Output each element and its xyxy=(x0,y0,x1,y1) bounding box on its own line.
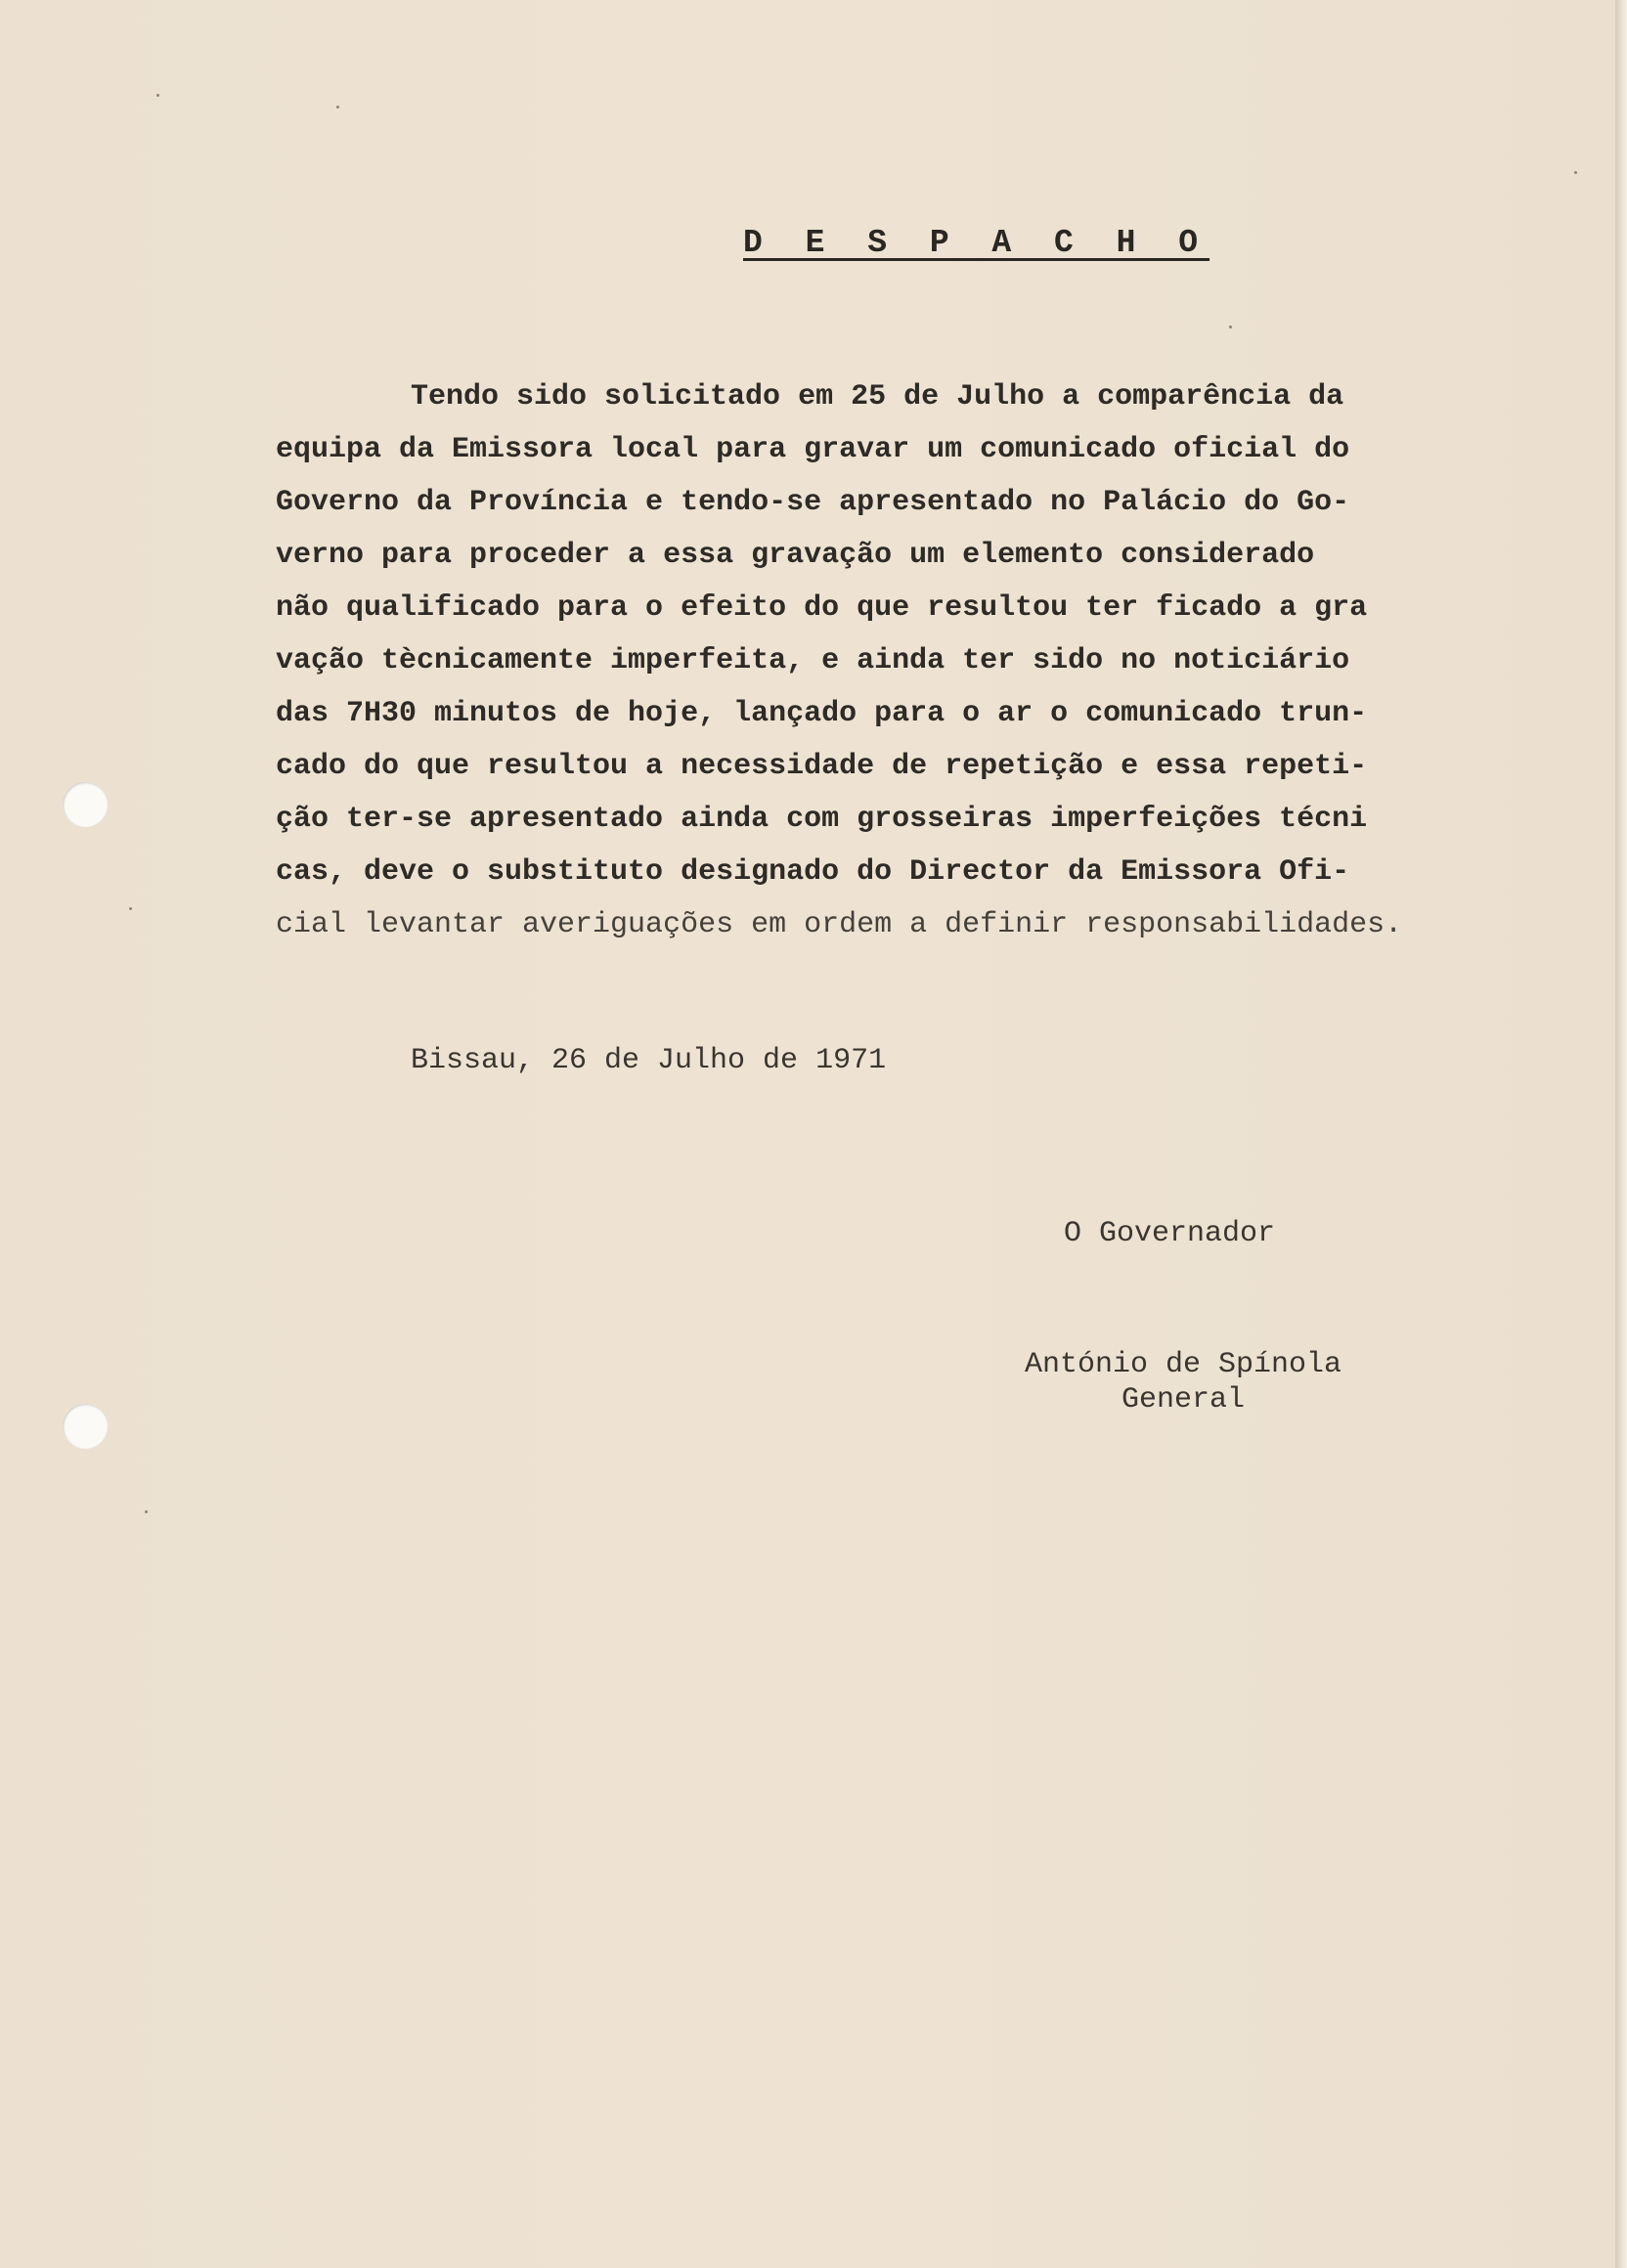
paper-speck xyxy=(129,907,132,910)
signatory-name: António de Spínola xyxy=(1024,1348,1342,1381)
paper-speck xyxy=(156,94,159,97)
paper-speck xyxy=(1574,171,1577,174)
body-line: das 7H30 minutos de hoje, lançado para o ar o comunicado trun- xyxy=(276,697,1368,730)
body-line: Governo da Província e tendo-se apresentado no Palácio do Go- xyxy=(276,486,1350,519)
signatory-title: O Governador xyxy=(1064,1217,1276,1250)
body-line: cado do que resultou a necessidade de repetição e essa repeti- xyxy=(276,750,1368,783)
document-title: D E S P A C H O xyxy=(743,225,1210,261)
signatory-rank: General xyxy=(1121,1383,1246,1417)
body-line: ção ter-se apresentado ainda com grosseiras imperfeições técni xyxy=(276,803,1368,836)
punch-hole xyxy=(63,1404,108,1449)
body-line: não qualificado para o efeito do que resultou ter ficado a gra xyxy=(276,591,1368,625)
body-line: cas, deve o substituto designado do Director da Emissora Ofi- xyxy=(276,855,1350,889)
paper-speck xyxy=(1229,326,1232,328)
paper-speck xyxy=(336,106,339,109)
body-line: cial levantar averiguações em ordem a definir responsabilidades. xyxy=(276,908,1403,941)
body-line: verno para proceder a essa gravação um elemento considerado xyxy=(276,539,1315,572)
punch-hole xyxy=(63,782,108,827)
paper-edge xyxy=(1615,0,1627,2268)
body-line: Tendo sido solicitado em 25 de Julho a comparência da xyxy=(411,380,1344,414)
place-date: Bissau, 26 de Julho de 1971 xyxy=(411,1044,887,1077)
body-line: equipa da Emissora local para gravar um comunicado oficial do xyxy=(276,433,1350,466)
paper-speck xyxy=(145,1510,148,1513)
body-line: vação tècnicamente imperfeita, e ainda ter sido no noticiário xyxy=(276,644,1350,677)
